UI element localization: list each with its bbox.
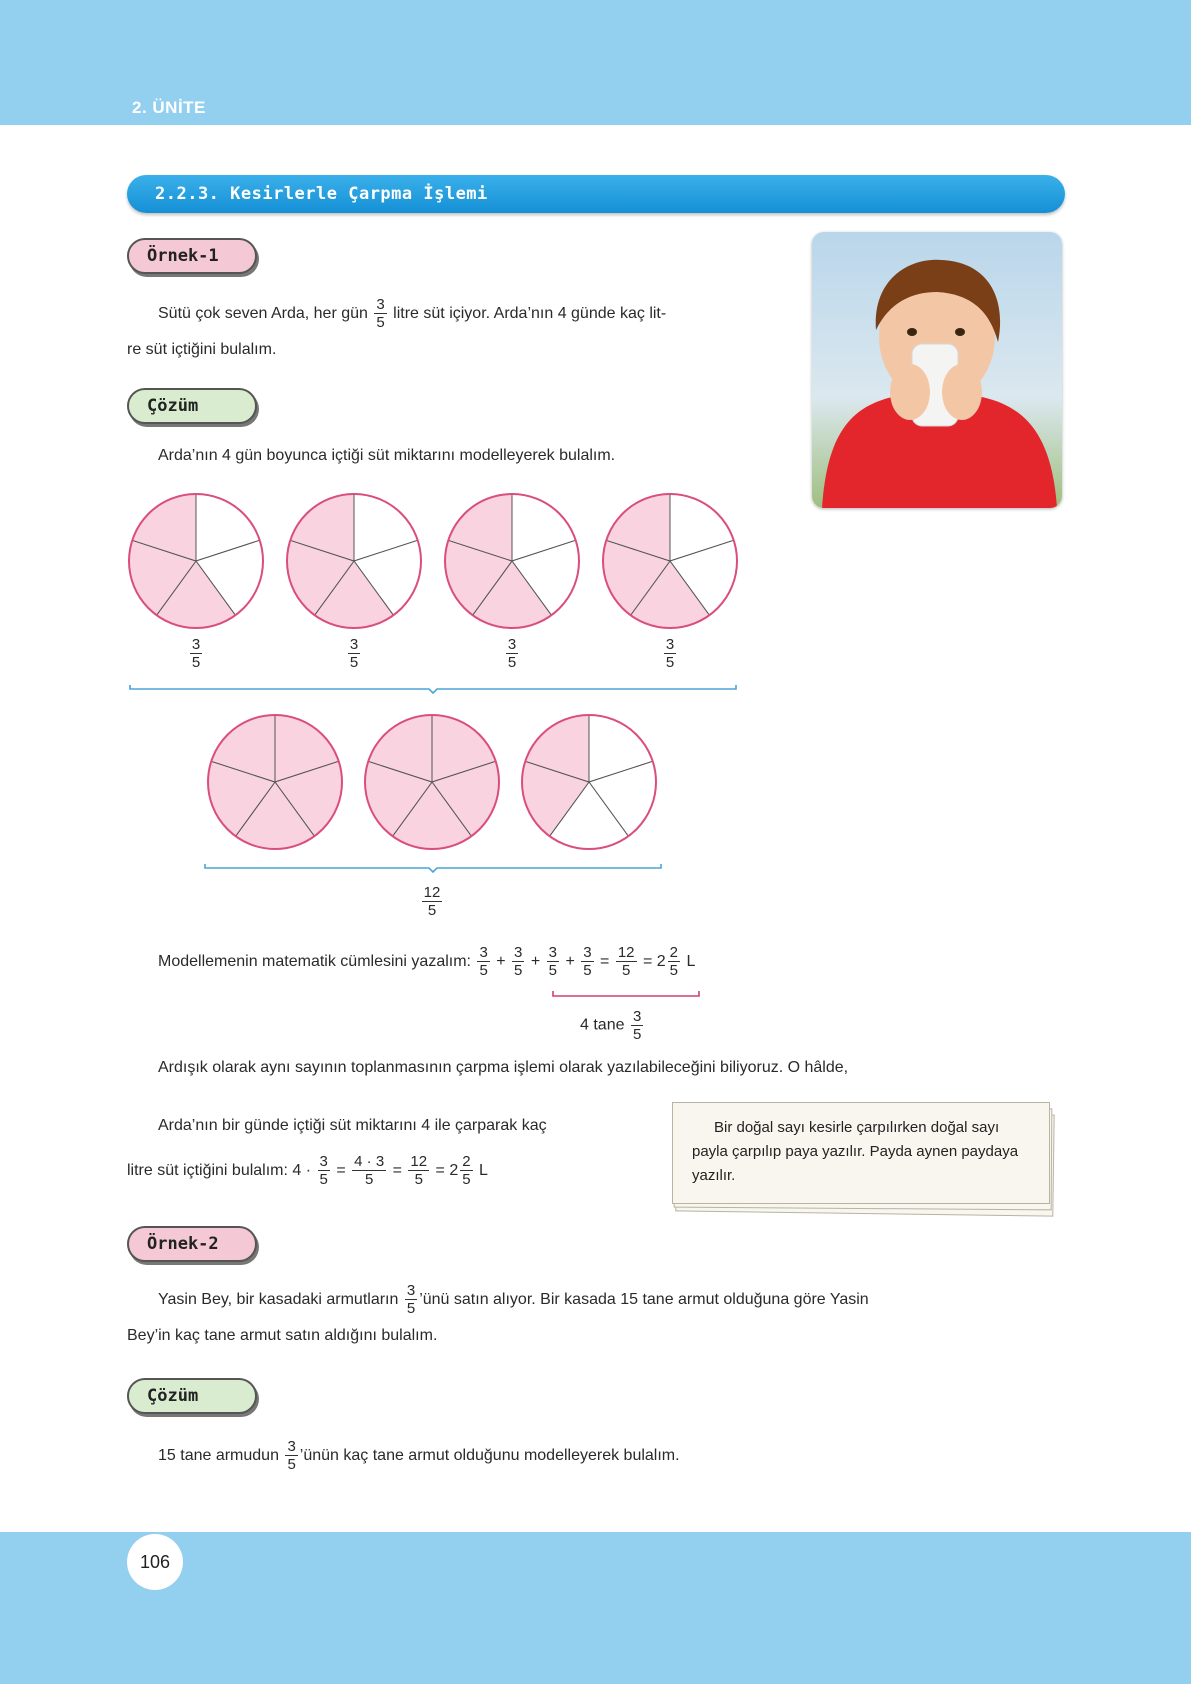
rule-note	[672, 1102, 1052, 1212]
example2-label: Örnek-2	[127, 1226, 257, 1262]
day-2-model	[287, 494, 421, 628]
slice	[522, 761, 589, 836]
circle-outline	[445, 494, 579, 628]
section-title: 2.2.3. Kesirlerle Çarpma İşlemi	[155, 184, 488, 204]
slice	[290, 494, 354, 561]
math-sentence: Modellemenin matematik cümlesini yazalım: $\frac{3}{5}$ + $\frac{3}{5}$ + $\frac{3}{5}$ + $\frac{3}{5}$ = $\frac{12}{5}$ = 2 $\frac{2}{5}$ L	[158, 944, 696, 980]
example1-text-c: re süt içtiğini bulalım.	[127, 341, 277, 358]
unit-label: 2. ÜNİTE	[132, 98, 206, 117]
solution1-label: Çözüm	[127, 388, 257, 424]
model-day1-fraction: $\frac{3}{5}$	[191, 636, 201, 671]
circle-outline	[365, 715, 499, 849]
boy-drinking-milk-photo	[812, 232, 1062, 508]
day-3-model	[445, 494, 579, 628]
day-4-model	[603, 494, 737, 628]
slice	[368, 715, 432, 782]
slice	[236, 782, 315, 849]
slice	[287, 540, 354, 615]
slice	[589, 715, 653, 782]
example1-label: Örnek-1	[127, 238, 257, 274]
slice	[432, 761, 499, 836]
circle-outline	[522, 715, 656, 849]
slice	[603, 540, 670, 615]
example2-text-c: Bey’in kaç tane armut satın aldığını bulalım.	[127, 1327, 438, 1344]
slice	[354, 494, 418, 561]
example1-fraction	[374, 296, 386, 331]
page-number: 106	[127, 1534, 183, 1590]
slice	[512, 494, 576, 561]
circle-outline	[129, 494, 263, 628]
solution2-label: Çözüm	[127, 1378, 257, 1414]
model-day2-fraction: $\frac{3}{5}$	[349, 636, 359, 671]
slice	[157, 561, 236, 628]
slice	[550, 782, 629, 849]
section-title-bar	[127, 175, 1065, 213]
slice	[129, 540, 196, 615]
model-total-fraction: $\frac{12}{5}$	[423, 884, 441, 919]
brace-label: 4 tane $\frac{3}{5}$	[580, 1008, 642, 1043]
slice	[275, 761, 342, 836]
math-sentence-intro: Modellemenin matematik cümlesini yazalım:	[158, 953, 471, 970]
slice	[132, 494, 196, 561]
model-day4-fraction: $\frac{3}{5}$	[665, 636, 675, 671]
slice	[208, 761, 275, 836]
slice	[275, 715, 339, 782]
slice	[631, 561, 710, 628]
repeated-addition-text: Ardışık olarak aynı sayının toplanmasının çarpma işlemi olarak yazılabileceğini biliyoruz. O hâlde,	[158, 1059, 849, 1076]
slice	[606, 494, 670, 561]
frac-numerator: 3	[376, 296, 385, 314]
solution1-intro: Arda’nın 4 gün boyunca içtiği süt miktarını modelleyerek bulalım.	[158, 447, 616, 464]
example1-text	[158, 296, 818, 332]
multiply-line2: litre süt içtiğini bulalım: 4 · $\frac{3}{5}$ = $\frac{4 \cdot 3}{5}$ = $\frac{12}{5}$ = 2 $\frac{2}{5}$ L	[127, 1153, 488, 1189]
circle-outline	[287, 494, 421, 628]
slice	[473, 561, 552, 628]
day-1-model	[129, 494, 263, 628]
total-model-1	[208, 715, 342, 849]
circle-outline	[603, 494, 737, 628]
slice	[432, 715, 496, 782]
slice	[211, 715, 275, 782]
slice	[365, 761, 432, 836]
slice	[445, 540, 512, 615]
rule-note-text: Bir doğal sayı kesirle çarpılırken doğal sayı payla çarpılıp paya yazılır. Payda aynen paydaya yazılır.	[692, 1119, 1019, 1184]
total-model-3	[522, 715, 656, 849]
slice	[525, 715, 589, 782]
daily-brace	[130, 685, 736, 693]
slice	[670, 494, 734, 561]
slice	[670, 540, 737, 615]
example1-text-b: litre süt içiyor. Arda’nın 4 günde kaç lit-	[393, 305, 667, 322]
slice	[196, 540, 263, 615]
example2-text: Yasin Bey, bir kasadaki armutların $\frac{3}{5}$ ’ünü satın alıyor. Bir kasada 15 tane armut olduğuna göre Yasin	[158, 1282, 869, 1318]
slice	[393, 782, 472, 849]
slice	[315, 561, 394, 628]
slice	[512, 540, 579, 615]
total-model-2	[365, 715, 499, 849]
example1-text-a: Sütü çok seven Arda, her gün	[158, 305, 368, 322]
circle-outline	[208, 715, 342, 849]
frac-denominator: 5	[376, 314, 385, 332]
slice	[354, 540, 421, 615]
slice	[589, 761, 656, 836]
slice	[448, 494, 512, 561]
slice	[196, 494, 260, 561]
model-day3-fraction: $\frac{3}{5}$	[507, 636, 517, 671]
multiply-line1: Arda’nın bir günde içtiği süt miktarını 4 ile çarparak kaç	[158, 1117, 547, 1134]
total-brace	[205, 864, 661, 872]
solution2-text: 15 tane armudun $\frac{3}{5}$ ’ünün kaç tane armut olduğunu modelleyerek bulalım.	[158, 1438, 680, 1474]
